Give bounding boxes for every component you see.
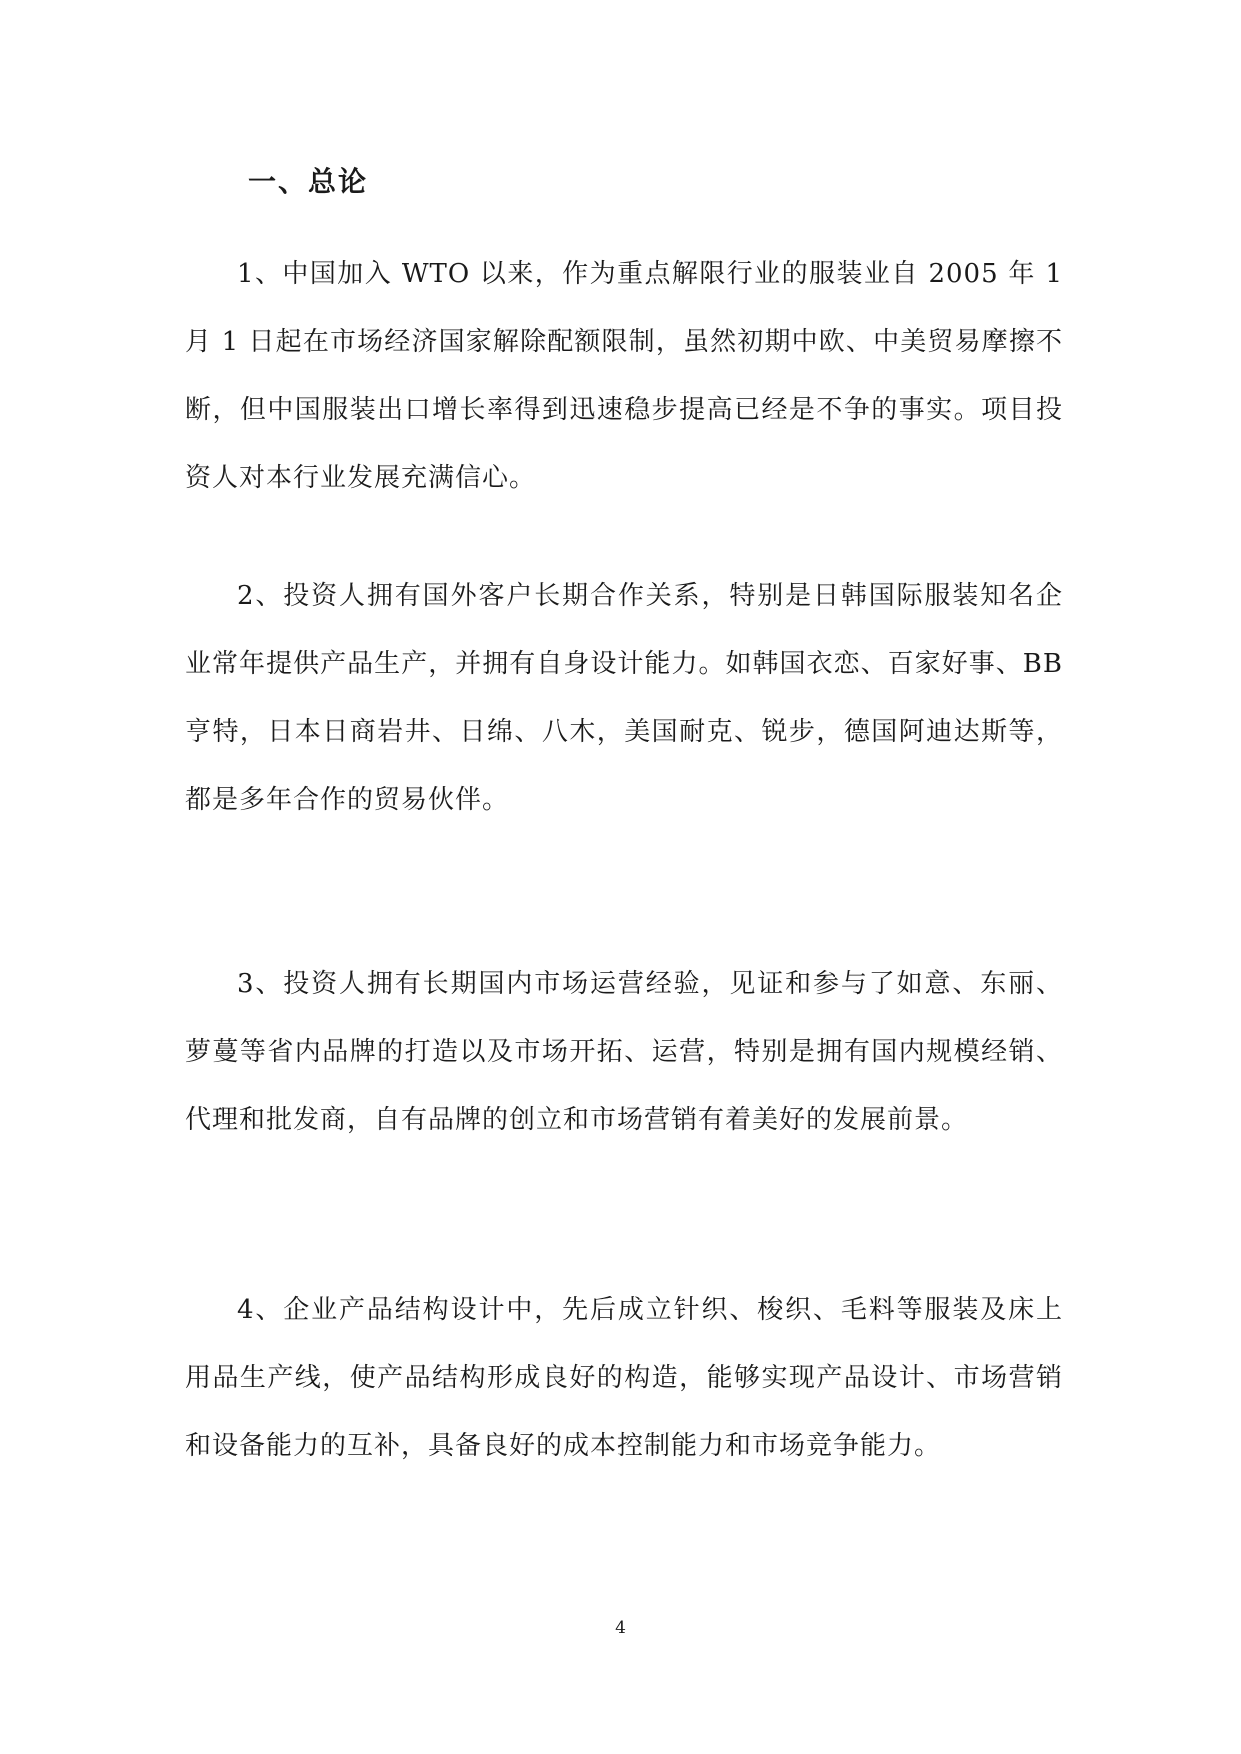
paragraph-2: 2、投资人拥有国外客户长期合作关系，特别是日韩国际服装知名企业常年提供产品生产，并拥有自身设计能力。如韩国衣恋、百家好事、BB 亨特，日本日商岩井、日绵、八木，美国耐克、锐步，德国阿迪达斯等，都是多年合作的贸易伙伴。 [185,581,1063,815]
paragraph-1: 1、中国加入 WTO 以来，作为重点解限行业的服装业自 2005 年 1 月 1 日起在市场经济国家解除配额限制，虽然初期中欧、中美贸易摩擦不断，但中国服装出口增长率得到迅速稳步提高已经是不争的事实。项目投资人对本行业发展充满信心。 [185,259,1063,493]
paragraph-4: 4、企业产品结构设计中，先后成立针织、梭织、毛料等服装及床上用品生产线，使产品结构形成良好的构造，能够实现产品设计、市场营销和设备能力的互补，具备良好的成本控制能力和市场竞争能力。 [185,1295,1063,1461]
paragraph-3: 3、投资人拥有长期国内市场运营经验，见证和参与了如意、东丽、萝蔓等省内品牌的打造以及市场开拓、运营，特别是拥有国内规模经销、代理和批发商，自有品牌的创立和市场营销有着美好的发展前景。 [185,969,1063,1135]
page-number: 4 [615,1618,626,1638]
section-heading: 一、总论 [248,165,369,198]
